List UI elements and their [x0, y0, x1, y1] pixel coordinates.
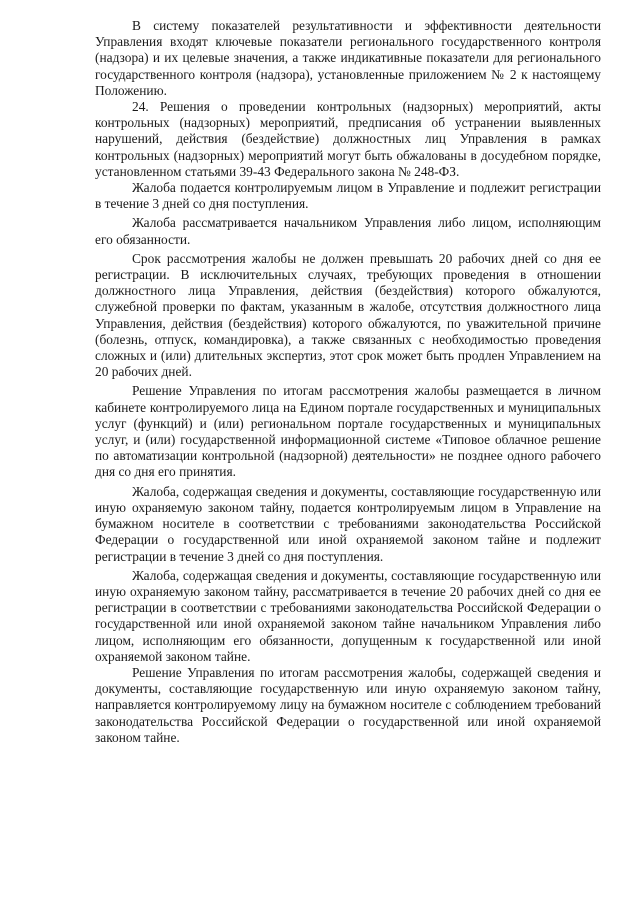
paragraph-complaint-reviewer: Жалоба рассматривается начальником Управления либо лицом, исполняющим его обязанности.	[95, 215, 601, 247]
paragraph-secret-decision-delivery: Решение Управления по итогам рассмотрения жалобы, содержащей сведения и документы, составляющие государственную или иную охраняемую законом тайну, направляется контролируемому лицу на бумажном носителе с соблюдением требований законодательства Российской Федерации о государственной или иной охраняемой законом тайне.	[95, 664, 601, 745]
document-page	[95, 18, 601, 746]
paragraph-24-appeal-procedure: 24. Решения о проведении контрольных (надзорных) мероприятий, акты контрольных (надзорных) мероприятий, предписания об устранении выявленных нарушений, действия (бездействие) должностных лиц Управления в рамках контрольных (надзорных) мероприятий могут быть обжалованы в досудебном порядке, установленном статьями 39-43 Федерального закона № 248-ФЗ.	[95, 99, 601, 179]
paragraph-review-deadline: Срок рассмотрения жалобы не должен превышать 20 рабочих дней со дня ее регистрации. В исключительных случаях, требующих проведения в отношении должностного лица Управления, действия (бездействия) которого обжалуются, служебной проверки по фактам, указанным в жалобе, отсутствия должностного лица Управления, действия (бездействия) которого обжалуются, по уважительной причине (болезнь, отпуск, командировка), а также связанных с необходимостью проведения сложных и (или) длительных экспертиз, этот срок может быть продлен Управлением на 20 рабочих дней.	[95, 250, 601, 380]
paragraph-secret-complaint-review: Жалоба, содержащая сведения и документы, составляющие государственную или иную охраняемую законом тайну, рассматривается в течение 20 рабочих дней со дня ее регистрации в соответствии с требованиями законодательства Российской Федерации о государственной или иной охраняемой законом тайне начальником Управления либо лицом, исполняющим его обязанности, допущенным к государственной или иной охраняемой законом тайне.	[95, 567, 601, 664]
paragraph-secret-complaint-filing: Жалоба, содержащая сведения и документы, составляющие государственную или иную охраняемую законом тайну, подается контролируемым лицом в Управление на бумажном носителе в соответствии с требованиями законодательства Российской Федерации о государственной или иной охраняемой законом тайне и подлежит регистрации в течение 3 дней со дня поступления.	[95, 483, 601, 564]
paragraph-complaint-filing: Жалоба подается контролируемым лицом в Управление и подлежит регистрации в течение 3 дней со дня поступления.	[95, 180, 601, 212]
paragraph-decision-publication: Решение Управления по итогам рассмотрения жалобы размещается в личном кабинете контролируемого лица на Едином портале государственных и муниципальных услуг (функций) и (или) региональном портале государственных и муниципальных услуг, и (или) государственной информационной системе «Типовое облачное решение по автоматизации контрольной (надзорной) деятельности» не позднее одного рабочего дня со дня его принятия.	[95, 383, 601, 480]
paragraph-performance-indicators: В систему показателей результативности и эффективности деятельности Управления входят ключевые показатели регионального государственного контроля (надзора) и их целевые значения, а также индикативные показатели для регионального государственного контроля (надзора), установленные приложением № 2 к настоящему Положению.	[95, 18, 601, 98]
